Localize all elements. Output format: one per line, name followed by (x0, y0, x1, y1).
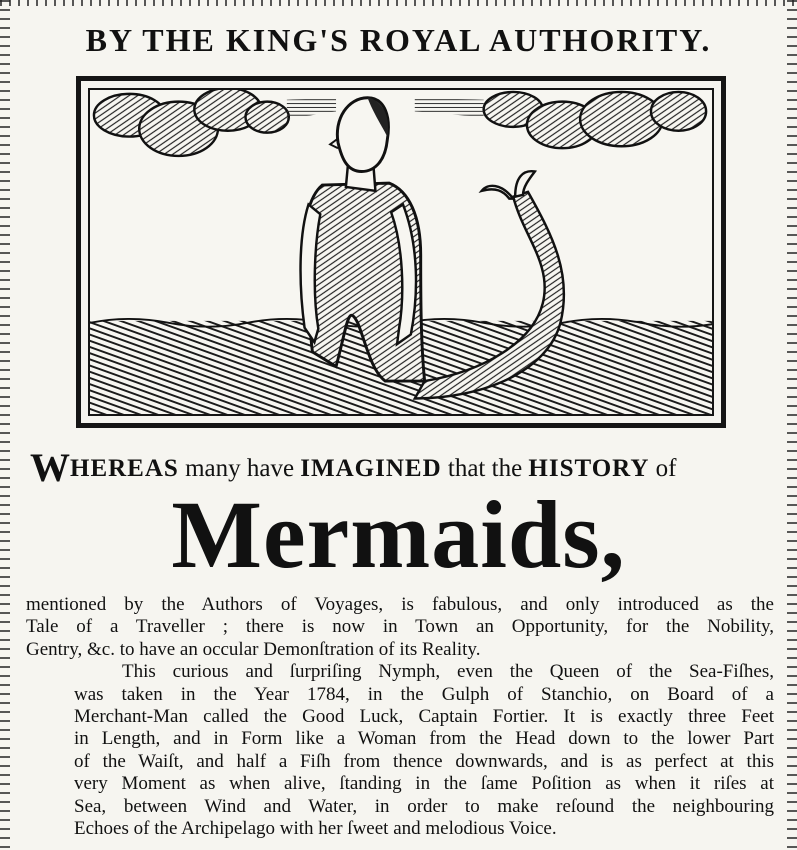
intro-imagined: IMAGINED (300, 455, 442, 482)
text-line: was taken in the Year 1784, in the Gulph of Stanchio, on Board of a (74, 683, 774, 705)
mermaid-picture (90, 90, 712, 414)
intro-text-1: many have (185, 455, 295, 482)
top-ornamental-border (0, 0, 797, 6)
intro-whereas: HEREAS (70, 455, 179, 482)
mermaid-woodcut-illustration (76, 76, 726, 428)
text-line: of the Waiſt, and half a Fiſh from thence downwards, and is as perfect at this (74, 750, 774, 772)
text-line: Tale of a Traveller ; there is now in Town an Opportunity, for the Nobility, (26, 616, 774, 638)
body-text (26, 594, 774, 840)
text-line: Gentry, &c. to have an occular Demonſtration of its Reality. (26, 638, 481, 660)
drop-cap: W (30, 445, 70, 490)
intro-text-3: of (655, 455, 677, 482)
headline-mermaids: Mermaids, (171, 481, 626, 588)
paragraph-1 (26, 594, 774, 661)
left-ornamental-border (0, 0, 10, 850)
intro-text-2: that the (447, 455, 523, 482)
text-line: Sea, between Wind and Water, in order to make reſound the neighbouring (74, 795, 774, 817)
text-line: very Moment as when alive, ſtanding in the ſame Poſition as when it riſes at (74, 773, 774, 795)
text-line: This curious and ſurpriſing Nymph, even the Queen of the Sea-Fiſhes, (122, 661, 774, 683)
text-line: mentioned by the Authors of Voyages, is fabulous, and only introduced as the (26, 594, 774, 615)
text-line: Echoes of the Archipelago with her ſweet and melodious Voice. (74, 818, 557, 840)
paragraph-2 (26, 661, 774, 840)
text-line: in Length, and in Form like a Woman from the Head down to the lower Part (74, 728, 774, 750)
page-title: BY THE KING'S ROYAL AUTHORITY. (85, 22, 712, 58)
text-line: Merchant-Man called the Good Luck, Captain Fortier. It is exactly three Feet (74, 706, 774, 728)
woodcut-inner-frame (88, 88, 714, 416)
right-ornamental-border (787, 0, 797, 850)
intro-history: HISTORY (528, 455, 650, 482)
